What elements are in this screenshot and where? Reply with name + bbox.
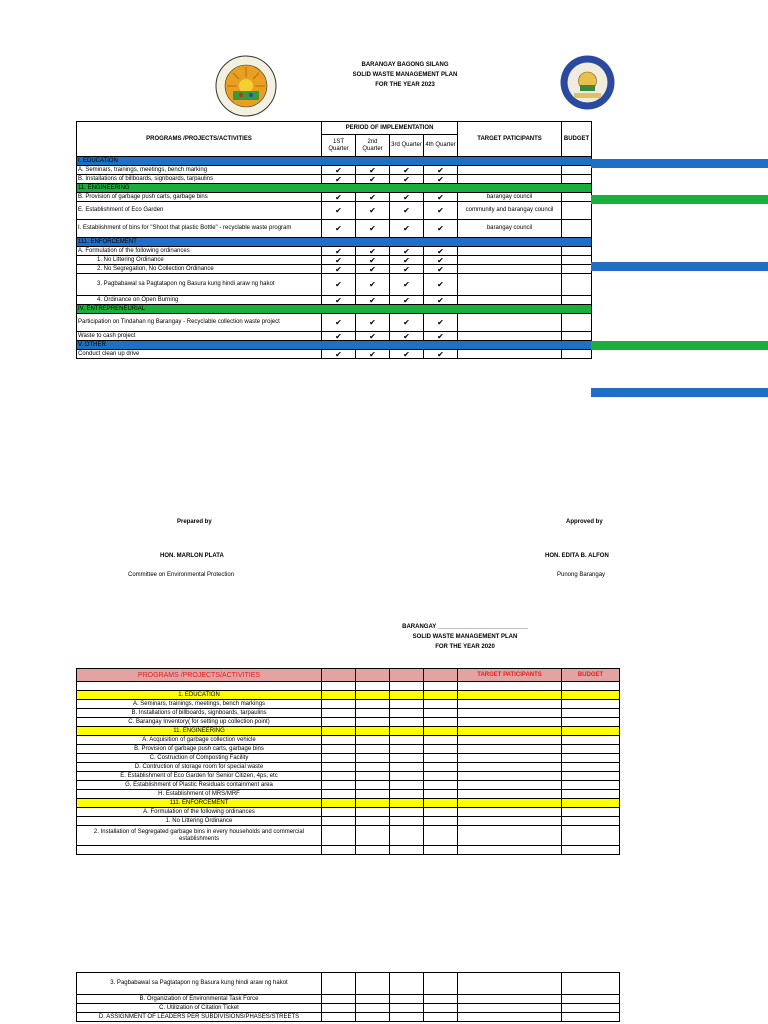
checkmark-icon: ✔ [424,193,458,202]
table-row-label: G. Establishment of Plastic Residuals containment area [77,781,322,790]
checkmark-icon: ✔ [322,202,356,220]
table-row-label: E. Establishment of Eco Garden [77,202,322,220]
col-header-period: PERIOD OF IMPLEMENTATION [322,122,458,135]
section-education: 1. EDUCATION [77,691,322,700]
table-row-label: A. Acquisition of garbage collection vehicle [77,736,322,745]
checkmark-icon: ✔ [356,265,390,274]
checkmark-icon: ✔ [356,332,390,341]
checkmark-icon: ✔ [390,193,424,202]
section-engineering: 11. ENGINEERING [77,727,322,736]
target-cell: barangay council [458,193,562,202]
header-barangay-blank: BARANGAY ___________________________ [402,624,528,630]
target-cell: barangay council [458,220,562,238]
checkmark-icon: ✔ [390,274,424,296]
section-education: I. EDUCATION [77,157,592,166]
checkmark-icon: ✔ [390,166,424,175]
section-band-extension [591,341,768,350]
col-header-target: TARGET PATICIPANTS [458,669,562,682]
checkmark-icon: ✔ [356,175,390,184]
prepared-by-title: Committee on Environmental Protection [128,572,235,578]
checkmark-icon: ✔ [390,350,424,359]
table-row-label: E. Establishment of Eco Garden for Senior Citizen, 4ps, etc [77,772,322,781]
checkmark-icon: ✔ [356,314,390,332]
checkmark-icon: ✔ [322,332,356,341]
table-row-label: 1. No Littering Ordinance [77,817,322,826]
approved-by-label: Approved by [566,519,603,525]
table-row-label: 4. Ordinance on Open Burning [77,296,322,305]
table-row-label: C. Costruction of Composting Facility [77,754,322,763]
table-row-label: 1. No Littering Ordinance [77,256,322,265]
checkmark-icon: ✔ [390,296,424,305]
checkmark-icon: ✔ [390,202,424,220]
checkmark-icon: ✔ [390,247,424,256]
col-header-target: TARGET PATICIPANTS [458,122,562,157]
checkmark-icon: ✔ [424,175,458,184]
city-seal-logo [560,55,615,110]
checkmark-icon: ✔ [390,314,424,332]
document-header [330,60,480,90]
swm-plan-table-2020 [76,668,620,855]
checkmark-icon: ✔ [356,247,390,256]
checkmark-icon: ✔ [424,166,458,175]
table-row-label: A. Formulation of the following ordinances [77,808,322,817]
table-row-label: A. Formulation of the following ordinances [77,247,322,256]
col-header-q4: 4th Quarter [424,135,458,157]
section-enforcement: 111. ENFORCEMENT [77,238,592,247]
checkmark-icon: ✔ [390,332,424,341]
checkmark-icon: ✔ [356,220,390,238]
checkmark-icon: ✔ [424,350,458,359]
checkmark-icon: ✔ [356,350,390,359]
header-plan-title: SOLID WASTE MANAGEMENT PLAN [352,72,458,78]
checkmark-icon: ✔ [322,314,356,332]
checkmark-icon: ✔ [390,256,424,265]
checkmark-icon: ✔ [356,193,390,202]
table-row-label: 3. Pagbabawal sa Pagtatapon ng Basura kung hindi araw ng hakot [77,973,322,995]
checkmark-icon: ✔ [424,202,458,220]
target-cell: community and barangay council [458,202,562,220]
checkmark-icon: ✔ [322,350,356,359]
checkmark-icon: ✔ [390,220,424,238]
table-row-label: B. Provision of garbage push carts, garbage bins [77,193,322,202]
table-row-label: B. Installations of billboards, signboards, tarpaulins [77,709,322,718]
table-row-label: D. Contruction of storage room for special waste [77,763,322,772]
checkmark-icon: ✔ [322,296,356,305]
section-band-extension [591,262,768,271]
table-row-label: B. Installations of billboards, signboards, tarpaulins [77,175,322,184]
table-row-label: 3. Pagbabawal sa Pagtatapon ng Basura kung hindi araw ng hakot [77,274,322,296]
approved-by-name: HON. EDITA B. ALFON [545,553,609,559]
section-enforcement: 111. ENFORCEMENT [77,799,322,808]
col-header-q3: 3rd Quarter [390,135,424,157]
prepared-by-name: HON. MARLON PLATA [160,553,224,559]
section-engineering: 11. ENGINEERING [77,184,592,193]
table-row-label: D. ASSIGNMENT OF LEADERS PER SUBDIVISIONS/PHASES/STREETS [77,1013,322,1022]
checkmark-icon: ✔ [322,256,356,265]
prepared-by-label: Prepared by [177,519,212,525]
col-header-programs: PROGRAMS /PROJECTS/ACTIVITIES [77,122,322,157]
table-row-label: C. Barangay Inventory( for setting up collection point) [77,718,322,727]
checkmark-icon: ✔ [322,247,356,256]
checkmark-icon: ✔ [322,220,356,238]
checkmark-icon: ✔ [424,247,458,256]
barangay-seal-logo [215,55,277,117]
checkmark-icon: ✔ [424,332,458,341]
checkmark-icon: ✔ [424,296,458,305]
table-row-label: C. Utilization of Citation Ticket [77,1004,322,1013]
table-row-label: A. Seminars, trainings, meetings, bench marking [77,166,322,175]
table-row-label: B. Provision of garbage push carts, garbage bins [77,745,322,754]
col-header-budget: BUDGET [562,669,620,682]
section-entrepreneurial: IV. ENTREPRENEURIAL [77,305,592,314]
approved-by-title: Punong Barangay [557,572,606,578]
col-header-programs: PROGRAMS /PROJECTS/ACTIVITIES [77,669,322,682]
checkmark-icon: ✔ [322,265,356,274]
checkmark-icon: ✔ [322,175,356,184]
header-year: FOR THE YEAR 2020 [435,644,495,650]
checkmark-icon: ✔ [322,166,356,175]
col-header-q1: 1ST Quarter [322,135,356,157]
checkmark-icon: ✔ [424,265,458,274]
checkmark-icon: ✔ [356,202,390,220]
table-row-label: 2. Installation of Segregated garbage bins in every households and commercial establishments [77,826,322,846]
col-header-budget: BUDGET [562,122,592,157]
section-band-extension [591,195,768,204]
table-row-label: Waste to cash project [77,332,322,341]
checkmark-icon: ✔ [424,256,458,265]
table-row-label: H. Establishment of MRS/MRF [77,790,322,799]
table-row-label: B. Organization of Environmental Task Force [77,995,322,1004]
table-row-label: Conduct clean up drive [77,350,322,359]
table-row-label: Participation on Tindahan ng Barangay - Recyclable collection waste project [77,314,322,332]
checkmark-icon: ✔ [356,274,390,296]
col-header-q2: 2nd Quarter [356,135,390,157]
header-barangay-name: BARANGAY BAGONG SILANG [361,62,449,68]
header-year: FOR THE YEAR 2023 [375,82,435,88]
document-header-2020 [380,622,550,652]
table-row-label: I. Establishment of bins for "Shoot that plastic Bottle" - recyclable waste program [77,220,322,238]
checkmark-icon: ✔ [356,166,390,175]
table-row-label: A. Seminars, trainings, meetings, bench markings [77,700,322,709]
checkmark-icon: ✔ [356,256,390,265]
swm-plan-table-2023 [76,121,592,359]
swm-plan-table-2020-continued [76,972,620,1022]
checkmark-icon: ✔ [322,193,356,202]
checkmark-icon: ✔ [390,175,424,184]
checkmark-icon: ✔ [424,220,458,238]
checkmark-icon: ✔ [424,314,458,332]
table-row-label: 2. No Segregation, No Collection Ordinance [77,265,322,274]
checkmark-icon: ✔ [356,296,390,305]
header-plan-title: SOLID WASTE MANAGEMENT PLAN [412,634,518,640]
checkmark-icon: ✔ [390,265,424,274]
checkmark-icon: ✔ [424,274,458,296]
section-other: V. OTHER [77,341,592,350]
checkmark-icon: ✔ [322,274,356,296]
section-band-extension [591,159,768,168]
section-band-extension [591,388,768,397]
